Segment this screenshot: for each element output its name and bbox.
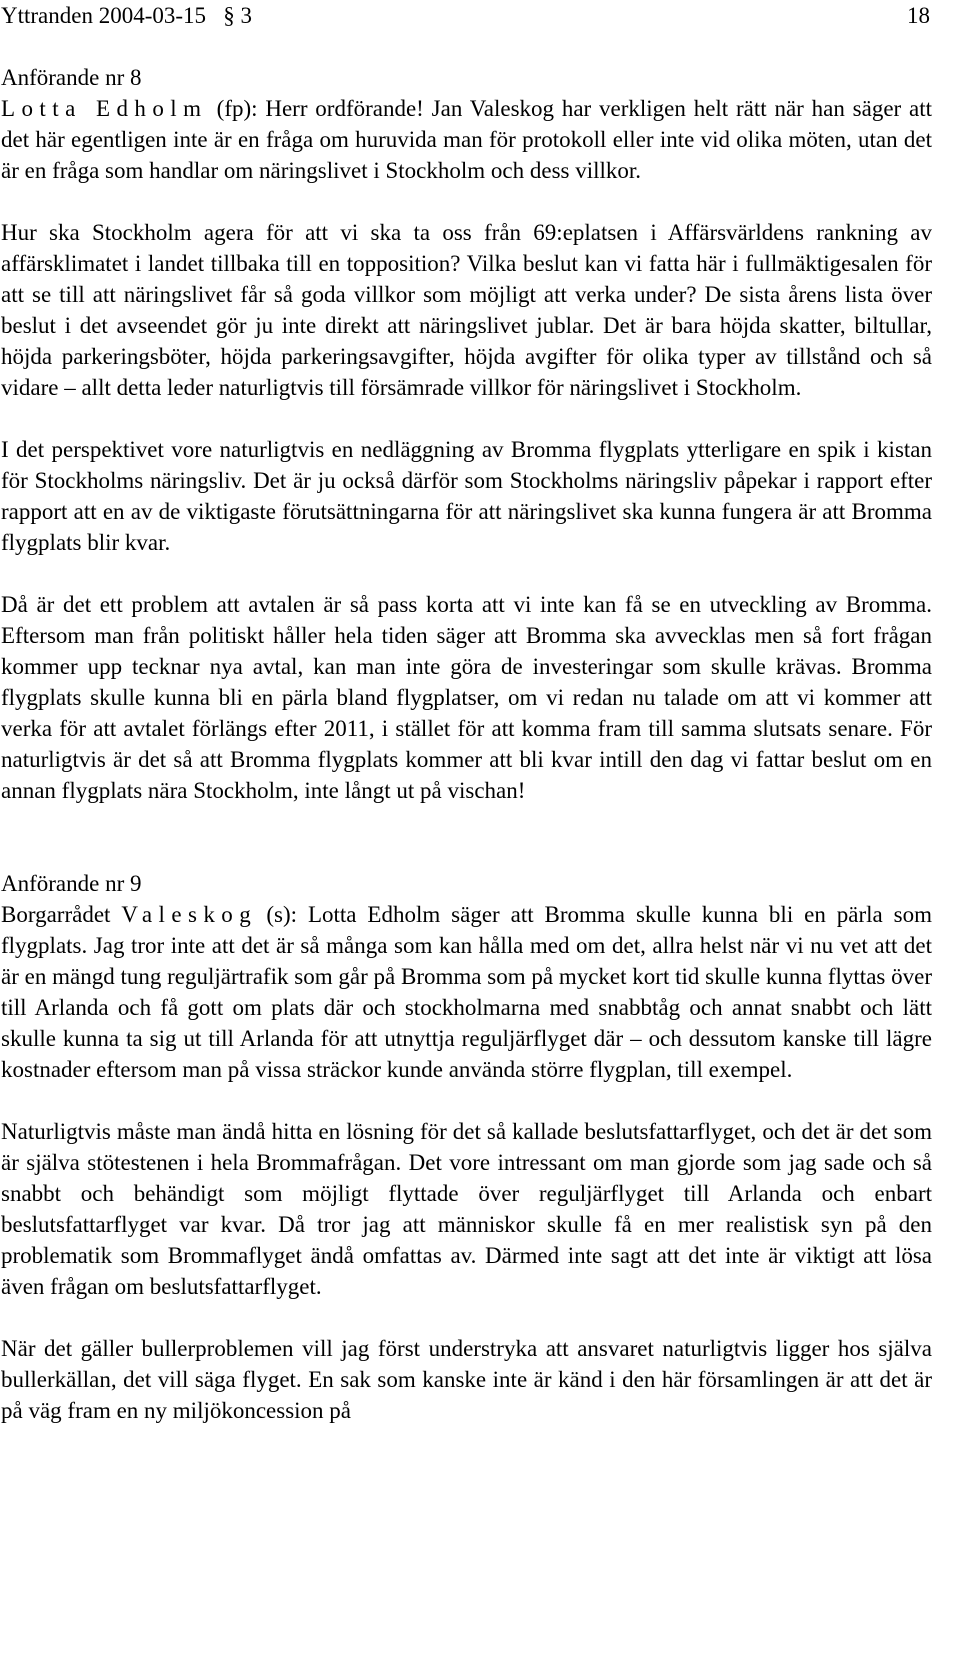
speech-heading: Anförande nr 8 (1, 65, 142, 90)
speech-9 (1, 868, 932, 1426)
page-header (1, 0, 932, 31)
speech-paragraph: När det gäller bullerproblemen vill jag först understryka att ansvaret naturligtvis ligger hos själva bullerkällan, det vill säga flyget. En sak som kanske inte är känd i den här församlingen är att det är på väg fram en ny miljökoncession på (1, 1336, 932, 1423)
speech-heading: Anförande nr 9 (1, 871, 142, 896)
section-number: 3 (240, 3, 253, 28)
speaker-title: Borgarrådet (1, 902, 111, 927)
speech-opening-text: (fp): Herr ordförande! Jan Valeskog har verkligen helt rätt när han säger att det här egentligen inte är en fråga om huruvida man för protokoll eller inte vid olika möten, utan det är en fråga som handlar om näringslivet i Stockholm och dess villkor. (1, 96, 932, 183)
speech-opening-paragraph (1, 93, 932, 186)
speaker-name: Valeskog (121, 902, 258, 927)
page-number: 18 (907, 3, 930, 28)
speech-paragraph: Då är det ett problem att avtalen är så pass korta att vi inte kan få se en utveckling av Bromma. Eftersom man från politiskt håller hela tiden säger att Bromma ska avvecklas men så fort frågan kommer upp tecknar nya avtal, kan man inte göra de investeringar som skulle krävas. Bromma flygplats skulle kunna bli en pärla bland flygplatser, om vi redan nu talade om att vi kommer att verka för att avtalet förlängs efter 2011, i stället för att komma fram till samma slutsats senare. För naturligtvis är det så att Bromma flygplats kommer att bli kvar intill den dag vi fattar beslut om en annan flygplats nära Stockholm, inte långt ut på vischan! (1, 592, 932, 803)
speech-8 (1, 62, 932, 806)
speech-paragraph: I det perspektivet vore naturligtvis en nedläggning av Bromma flygplats ytterligare en spik i kistan för Stockholms näringsliv. Det är ju också därför som Stockholms näringsliv påpekar i rapport efter rapport att en av de viktigaste förutsättningarna för att näringslivet ska kunna fungera är att Bromma flygplats blir kvar. (1, 437, 932, 555)
header-left (1, 0, 252, 31)
section-symbol: § (223, 3, 235, 28)
speech-paragraph: Naturligtvis måste man ändå hitta en lösning för det så kallade beslutsfattarflyget, och det är det som är själva stötestenen i hela Brommafrågan. Det vore intressant om man gjorde som jag sade och så snabbt och behändigt som möjligt flyttade över reguljärflyget till Arlanda och enbart beslutsfattarflyget var kvar. Då tror jag att människor skulle få en mer realistisk syn på den problematik som Brommaflyget ändå omfattas av. Därmed inte sagt att det inte är viktigt att lösa även frågan om beslutsfattarflyget. (1, 1119, 932, 1299)
document-title: Yttranden 2004-03-15 (1, 3, 207, 28)
speaker-name: Lotta Edholm (1, 96, 208, 121)
speech-opening-text: (s): Lotta Edholm säger att Bromma skulle kunna bli en pärla som flygplats. Jag tror inte att det är så många som kan hålla med om det, allra helst när vi nu vet att det är en mängd tung reguljärtrafik som går på Bromma som på mycket kort tid skulle kunna flyttas över till Arlanda och få gott om plats där och stockholmarna med snabbtåg och annat snabbt och lätt skulle kunna ta sig ut till Arlanda för att utnyttja reguljärflyget där – och dessutom kanske till lägre kostnader eftersom man på vissa sträckor kunde använda större flygplan, till exempel. (1, 902, 932, 1082)
speech-paragraph: Hur ska Stockholm agera för att vi ska ta oss från 69:eplatsen i Affärsvärldens rankning av affärsklimatet i landet tillbaka till en topposition? Vilka beslut kan vi fatta här i fullmäktigesalen för att se till att näringslivet får så goda villkor som möjligt att verka under? De sista årens lista över beslut i det avseendet gör ju inte direkt att näringslivet jublar. Det är bara höjda skatter, biltullar, höjda parkeringsböter, höjda parkeringsavgifter, höjda avgifter för olika typer av tillstånd och så vidare – allt detta leder naturligtvis till försämrade villkor för näringslivet i Stockholm. (1, 220, 932, 400)
speech-opening-paragraph (1, 899, 932, 1085)
